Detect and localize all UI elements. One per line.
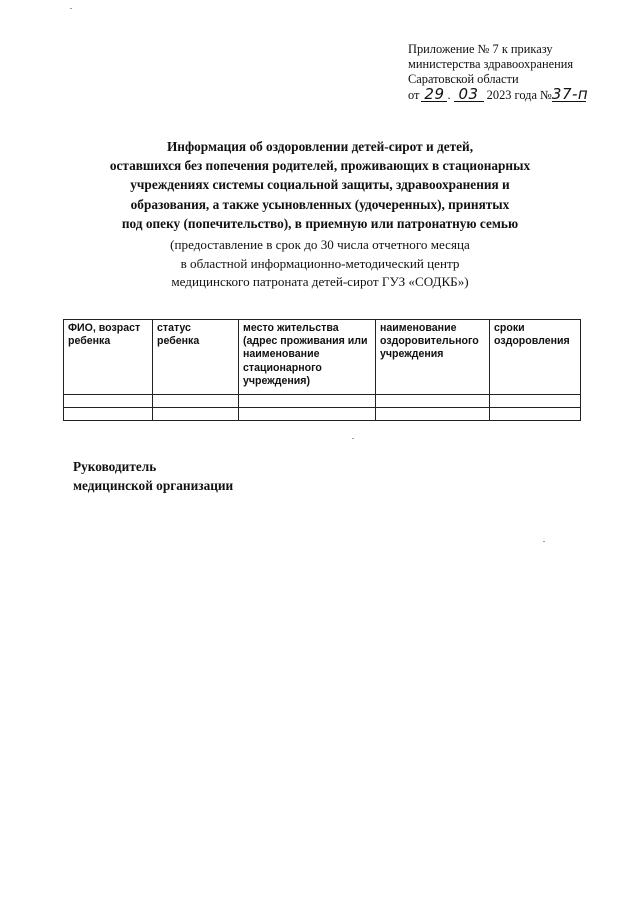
title-line: учреждениях системы социальной защиты, здравоохранения и [130, 177, 510, 193]
header-name-age: ФИО, возраст ребенка [64, 320, 153, 395]
table-cell [239, 408, 376, 421]
number-label: № [540, 87, 552, 102]
title-line: оставшихся без попечения родителей, проживающих в стационарных [109, 158, 531, 174]
scan-speck [543, 541, 545, 542]
table-row [64, 408, 581, 421]
approval-line-3: Саратовской области [408, 72, 519, 87]
handwritten-day: 29 [421, 88, 447, 102]
header-facility: наименование оздоровительного учреждения [376, 320, 490, 395]
signature-block [73, 457, 233, 495]
header-residence: место жительства (адрес проживания или наименование стационарного учреждения) [239, 320, 376, 395]
scan-speck [352, 438, 354, 439]
year-label: 2023 года [486, 87, 537, 102]
submission-note [100, 236, 540, 292]
handwritten-month: 03 [454, 88, 484, 102]
approval-line-2: министерства здравоохранения [408, 57, 574, 72]
approval-line-1: Приложение № 7 к приказу [408, 42, 553, 56]
note-line: медицинского патроната детей-сирот ГУЗ «СОДКБ») [171, 274, 469, 290]
table-cell [490, 408, 581, 421]
approval-block [408, 42, 608, 103]
table-cell [153, 395, 239, 408]
approval-date-line: от 29 . 03 2023 года №37-п [408, 84, 589, 103]
report-table [63, 319, 581, 421]
note-line: в областной информационно-методический центр [180, 255, 460, 271]
table-cell [376, 408, 490, 421]
handwritten-order-number: 37-п [551, 84, 589, 103]
table-cell [490, 395, 581, 408]
header-status: статус ребенка [153, 320, 239, 395]
title-line: Информация об оздоровлении детей-сирот и детей, [166, 139, 474, 154]
table-cell [239, 395, 376, 408]
document-title [60, 137, 580, 233]
table-cell [376, 395, 490, 408]
note-line: (предоставление в срок до 30 числа отчетного месяца [170, 237, 470, 252]
title-line: образования, а также усыновленных (удочеренных), принятых [130, 196, 510, 212]
table-cell [64, 408, 153, 421]
signature-organization: медицинской организации [73, 478, 234, 493]
table-row [64, 395, 581, 408]
signature-title: Руководитель [73, 459, 157, 474]
table-cell [153, 408, 239, 421]
from-label: от [408, 87, 420, 102]
title-line: под опеку (попечительство), в приемную или патронатную семью [121, 215, 519, 231]
table-cell [64, 395, 153, 408]
header-period: сроки оздоровления [490, 320, 581, 395]
table-header-row [64, 320, 581, 395]
scan-speck [70, 8, 72, 9]
